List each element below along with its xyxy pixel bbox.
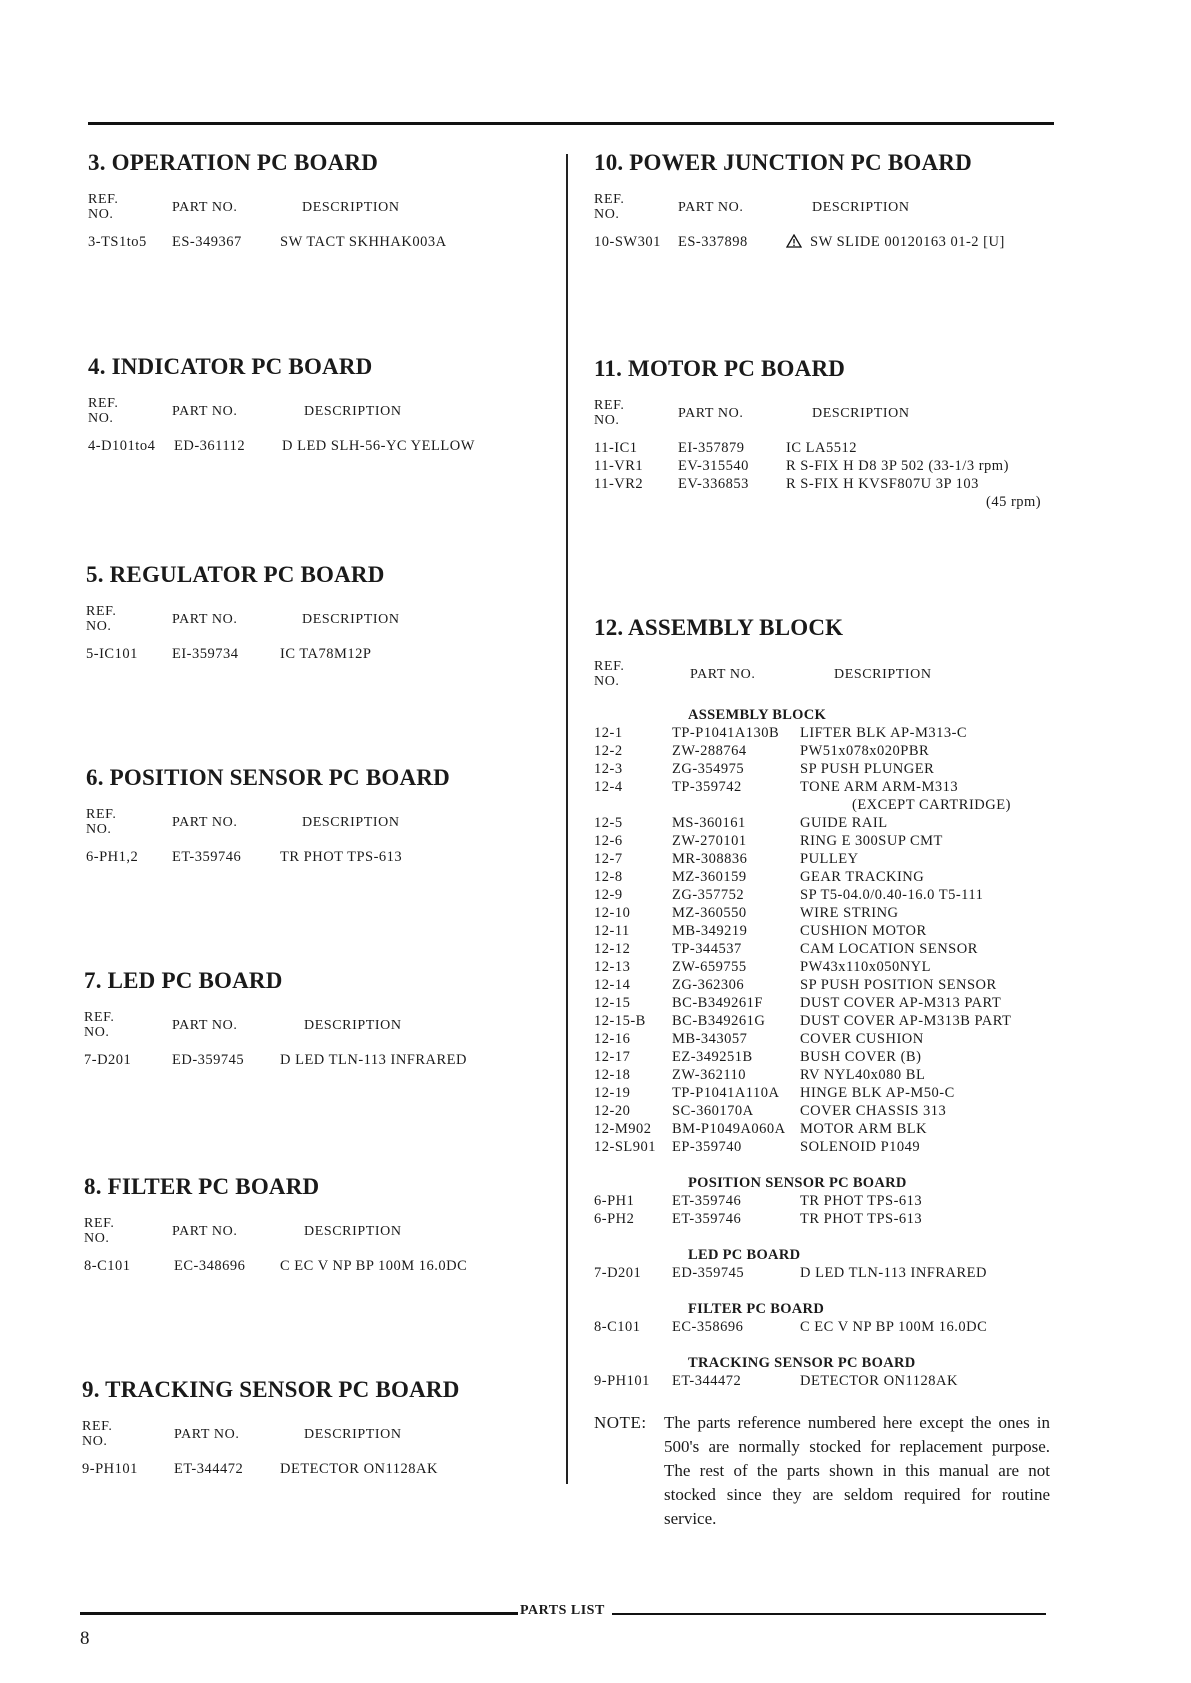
table-row: 12-13 ZW-659755 PW43x110x050NYL xyxy=(594,959,932,975)
table-row: 12-6 ZW-270101 RING E 300SUP CMT xyxy=(594,833,943,849)
part-no-header: PART NO. xyxy=(172,404,238,419)
parts-rows xyxy=(594,440,1042,512)
section-operation-pc-board xyxy=(88,150,447,252)
table-header xyxy=(88,190,400,228)
table-row-continuation: (45 rpm) xyxy=(986,494,1042,510)
table-row: 12-7 MR-308836 PULLEY xyxy=(594,851,859,867)
table-header xyxy=(86,805,450,843)
ref-no-header: REF. NO. xyxy=(82,1419,113,1449)
section-motor-pc-board xyxy=(594,356,1042,512)
note-text: The parts reference numbered here except the ones in 500's are normally stocked for replacement purpose. The rest of the parts shown in this manual are not stocked since they are seldom required for routine service. xyxy=(664,1413,1050,1528)
section-led-pc-board xyxy=(84,968,468,1070)
description-header: DESCRIPTION xyxy=(304,1224,402,1239)
section-title: 11. MOTOR PC BOARD xyxy=(594,356,846,381)
section-assembly-block xyxy=(594,615,1054,1531)
table-header xyxy=(86,602,400,640)
group-spacer xyxy=(594,1157,1054,1175)
table-header xyxy=(594,190,972,228)
parts-rows xyxy=(86,849,450,867)
table-row: 12-9 ZG-357752 SP T5-04.0/0.40-16.0 T5-111 xyxy=(594,887,984,903)
top-rule xyxy=(88,122,1054,125)
table-row: 8-C101 EC-358696 C EC V NP BP 100M 16.0DC xyxy=(594,1319,988,1335)
parts-rows xyxy=(88,438,475,456)
table-row: 12-4 TP-359742 TONE ARM ARM-M313 xyxy=(594,779,959,795)
group-heading: POSITION SENSOR PC BOARD xyxy=(688,1175,907,1191)
section-title: 12. ASSEMBLY BLOCK xyxy=(594,615,844,640)
section-indicator-pc-board xyxy=(88,354,475,456)
table-row: 12-1 TP-P1041A130B LIFTER BLK AP-M313-C xyxy=(594,725,968,741)
footer-rule-left xyxy=(80,1612,518,1615)
ref-no-header: REF. NO. xyxy=(594,192,625,222)
description-header: DESCRIPTION xyxy=(304,1018,402,1033)
group-spacer xyxy=(594,1229,1054,1247)
part-no-header: PART NO. xyxy=(172,612,238,627)
table-row: 9-PH101 ET-344472 DETECTOR ON1128AK xyxy=(82,1461,438,1477)
part-no-header: PART NO. xyxy=(172,815,238,830)
parts-rows xyxy=(84,1052,468,1070)
column-divider xyxy=(566,154,568,1484)
description-header: DESCRIPTION xyxy=(302,200,400,215)
table-row: 12-12 TP-344537 CAM LOCATION SENSOR xyxy=(594,941,978,957)
table-row: 7-D201 ED-359745 D LED TLN-113 INFRARED xyxy=(594,1265,988,1281)
table-row: 8-C101 EC-348696 C EC V NP BP 100M 16.0DC xyxy=(84,1258,468,1274)
ref-no-header: REF. NO. xyxy=(84,1216,115,1246)
table-header xyxy=(84,1214,402,1252)
table-row: 11-IC1 EI-357879 IC LA5512 xyxy=(594,440,857,456)
table-row: 12-8 MZ-360159 GEAR TRACKING xyxy=(594,869,925,885)
section-filter-pc-board xyxy=(84,1174,468,1276)
part-no-header: PART NO. xyxy=(172,1224,238,1239)
section-title: 3. OPERATION PC BOARD xyxy=(88,150,379,175)
section-title: 5. REGULATOR PC BOARD xyxy=(86,562,385,587)
parts-rows xyxy=(84,1258,468,1276)
description-header: DESCRIPTION xyxy=(812,200,910,215)
ref-no-header: REF. NO. xyxy=(86,604,117,634)
table-row: 12-5 MS-360161 GUIDE RAIL xyxy=(594,815,888,831)
table-row: 12-15 BC-B349261F DUST COVER AP-M313 PART xyxy=(594,995,1002,1011)
table-row: 7-D201 ED-359745 D LED TLN-113 INFRARED xyxy=(84,1052,468,1068)
ref-no-header: REF. NO. xyxy=(84,1010,115,1040)
section-title: 6. POSITION SENSOR PC BOARD xyxy=(86,765,450,790)
table-header xyxy=(82,1417,460,1455)
table-row: 12-16 MB-343057 COVER CUSHION xyxy=(594,1031,924,1047)
section-power-junction-pc-board xyxy=(594,150,1005,252)
table-row: 11-VR1 EV-315540 R S-FIX H D8 3P 502 (33-1/3 rpm) xyxy=(594,458,1009,474)
table-row: 12-18 ZW-362110 RV NYL40x080 BL xyxy=(594,1067,926,1083)
table-row: 12-10 MZ-360550 WIRE STRING xyxy=(594,905,899,921)
description-header: DESCRIPTION xyxy=(812,406,910,421)
table-row: 12-11 MB-349219 CUSHION MOTOR xyxy=(594,923,927,939)
warning-triangle-icon xyxy=(786,234,802,252)
part-no-header: PART NO. xyxy=(172,200,238,215)
description-header: DESCRIPTION xyxy=(304,1427,402,1442)
part-no-header: PART NO. xyxy=(678,200,744,215)
footer-rule-right xyxy=(612,1613,1046,1615)
section-regulator-pc-board xyxy=(86,562,400,664)
section-title: 4. INDICATOR PC BOARD xyxy=(88,354,373,379)
section-title: 8. FILTER PC BOARD xyxy=(84,1174,320,1199)
ref-no-header: REF. NO. xyxy=(88,396,119,426)
parts-rows xyxy=(82,1461,460,1479)
part-no-header: PART NO. xyxy=(172,1018,238,1033)
group-heading: TRACKING SENSOR PC BOARD xyxy=(688,1355,916,1371)
section-tracking-sensor-pc-board xyxy=(82,1377,460,1479)
group-spacer xyxy=(594,1283,1054,1301)
description-header: DESCRIPTION xyxy=(302,815,400,830)
group-spacer xyxy=(594,1337,1054,1355)
assembly-rows xyxy=(594,707,1054,1391)
table-row: 3-TS1to5 ES-349367 SW TACT SKHHAK003A xyxy=(88,234,447,250)
table-row: 6-PH2 ET-359746 TR PHOT TPS-613 xyxy=(594,1211,923,1227)
table-row: 5-IC101 EI-359734 IC TA78M12P xyxy=(86,646,372,662)
table-header xyxy=(594,396,910,434)
table-row: 12-2 ZW-288764 PW51x078x020PBR xyxy=(594,743,930,759)
group-heading: FILTER PC BOARD xyxy=(688,1301,825,1317)
description-header: DESCRIPTION xyxy=(834,667,932,682)
table-row: 12-20 SC-360170A COVER CHASSIS 313 xyxy=(594,1103,947,1119)
note xyxy=(594,1411,1054,1531)
part-no-header: PART NO. xyxy=(690,667,756,682)
table-row: 12-M902 BM-P1049A060A MOTOR ARM BLK xyxy=(594,1121,928,1137)
note-label: NOTE: xyxy=(594,1413,647,1432)
part-no-header: PART NO. xyxy=(678,406,744,421)
description-header: DESCRIPTION xyxy=(302,612,400,627)
table-row: 12-14 ZG-362306 SP PUSH POSITION SENSOR xyxy=(594,977,997,993)
table-row: 12-17 EZ-349251B BUSH COVER (B) xyxy=(594,1049,922,1065)
table-row: 4-D101to4 ED-361112 D LED SLH-56-YC YELLOW xyxy=(88,438,475,454)
table-row: 6-PH1 ET-359746 TR PHOT TPS-613 xyxy=(594,1193,923,1209)
parts-rows xyxy=(594,234,1005,252)
table-row: 9-PH101 ET-344472 DETECTOR ON1128AK xyxy=(594,1373,958,1389)
section-title: 7. LED PC BOARD xyxy=(84,968,283,993)
description-header: DESCRIPTION xyxy=(304,404,402,419)
table-header xyxy=(594,657,1054,695)
group-heading: LED PC BOARD xyxy=(688,1247,801,1263)
section-title: 10. POWER JUNCTION PC BOARD xyxy=(594,150,972,175)
page-number: 8 xyxy=(80,1628,90,1649)
section-position-sensor-pc-board xyxy=(86,765,450,867)
parts-rows xyxy=(88,234,447,252)
ref-no-header: REF. NO. xyxy=(594,398,625,428)
table-row: 6-PH1,2 ET-359746 TR PHOT TPS-613 xyxy=(86,849,403,865)
group-heading: ASSEMBLY BLOCK xyxy=(688,707,827,723)
table-header xyxy=(84,1008,402,1046)
table-row: 12-SL901 EP-359740 SOLENOID P1049 xyxy=(594,1139,921,1155)
table-row: 10-SW301 ES-337898 SW SLIDE 00120163 01-2 [U] xyxy=(594,234,1005,250)
section-title: 9. TRACKING SENSOR PC BOARD xyxy=(82,1377,460,1402)
ref-no-header: REF. NO. xyxy=(88,192,119,222)
ref-no-header: REF. NO. xyxy=(594,659,625,689)
table-row: 12-3 ZG-354975 SP PUSH PLUNGER xyxy=(594,761,935,777)
table-row: 11-VR2 EV-336853 R S-FIX H KVSF807U 3P 103 xyxy=(594,476,979,492)
footer-label: PARTS LIST xyxy=(520,1603,605,1618)
table-header xyxy=(88,394,402,432)
table-row: 12-19 TP-P1041A110A HINGE BLK AP-M50-C xyxy=(594,1085,955,1101)
table-row: 12-15-B BC-B349261G DUST COVER AP-M313B PART xyxy=(594,1013,1012,1029)
part-no-header: PART NO. xyxy=(174,1427,240,1442)
table-row: (EXCEPT CARTRIDGE) xyxy=(852,797,1011,813)
ref-no-header: REF. NO. xyxy=(86,807,117,837)
parts-rows xyxy=(86,646,385,664)
